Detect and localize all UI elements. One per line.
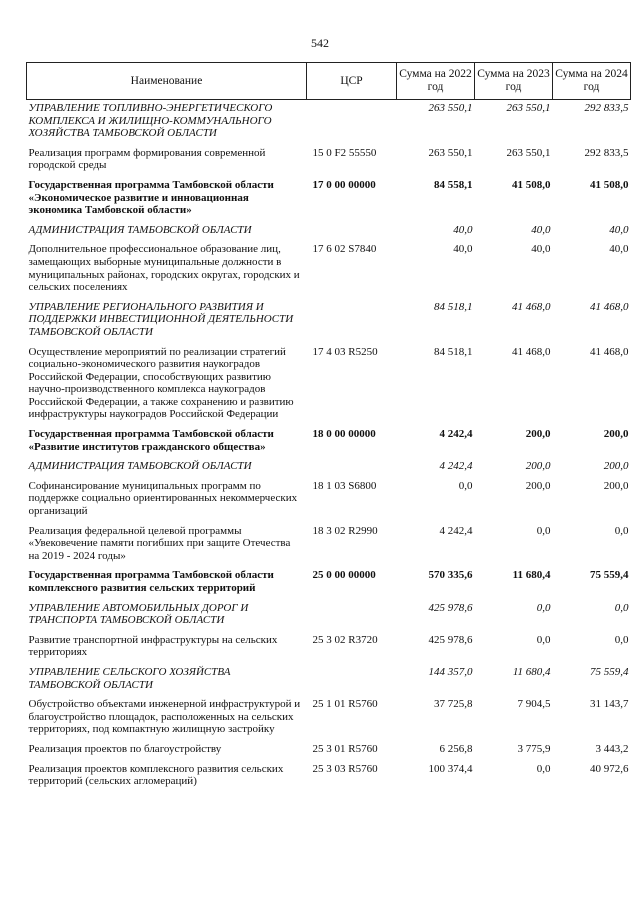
row-csr: 18 0 00 00000 xyxy=(312,428,376,441)
row-csr: 18 3 02 R2990 xyxy=(312,524,378,537)
row-csr xyxy=(307,460,397,480)
table-row xyxy=(27,428,631,460)
row-sum-2022: 425 978,6 xyxy=(428,601,473,614)
table-row xyxy=(27,666,631,698)
row-name: УПРАВЛЕНИЕ АВТОМОБИЛЬНЫХ ДОРОГ И ТРАНСПОРТА ТАМБОВСКОЙ ОБЛАСТИ xyxy=(28,601,249,627)
row-sum-2022: 263 550,1 xyxy=(428,102,473,114)
row-sum-2022: 425 978,6 xyxy=(428,633,473,646)
row-sum-2022: 4 242,4 xyxy=(439,428,473,441)
row-sum-2022: 84 518,1 xyxy=(434,300,473,313)
row-sum-2022: 4 242,4 xyxy=(439,524,473,537)
row-name: Государственная программа Тамбовской области «Экономическое развитие и инновационная экономика Тамбовской области» xyxy=(28,178,274,217)
table-row xyxy=(27,147,631,179)
table-row xyxy=(27,634,631,666)
row-sum-2024: 0,0 xyxy=(614,524,629,537)
header-sum-2023: Сумма на 2023 год xyxy=(475,63,553,100)
page-number: 542 xyxy=(311,36,329,50)
row-sum-2023: 200,0 xyxy=(525,479,551,492)
table-row xyxy=(27,460,631,480)
row-sum-2023: 3 775,9 xyxy=(517,742,551,755)
table-row xyxy=(27,346,631,429)
row-sum-2023: 200,0 xyxy=(525,428,551,441)
row-name: Софинансирование муниципальных программ по поддержке социально ориентированных некоммерческих организаций xyxy=(28,479,298,518)
row-csr xyxy=(307,224,397,244)
row-csr: 17 4 03 R5250 xyxy=(312,345,378,358)
table-row xyxy=(27,569,631,601)
row-sum-2024: 31 143,7 xyxy=(590,698,629,711)
row-sum-2024: 0,0 xyxy=(614,633,629,646)
header-sum-2024: Сумма на 2024 год xyxy=(553,63,631,100)
row-sum-2022: 40,0 xyxy=(453,223,473,236)
row-name: Государственная программа Тамбовской области «Развитие институтов гражданского общества» xyxy=(28,428,274,453)
header-sum-2022: Сумма на 2022 год xyxy=(397,63,475,100)
row-sum-2024: 200,0 xyxy=(603,479,629,492)
row-sum-2024: 75 559,4 xyxy=(590,569,629,582)
row-sum-2024: 75 559,4 xyxy=(590,665,629,678)
row-sum-2023: 41 468,0 xyxy=(512,345,551,358)
table-row xyxy=(27,224,631,244)
row-name: Развитие транспортной инфраструктуры на сельских территориях xyxy=(28,633,278,659)
row-sum-2023: 11 680,4 xyxy=(512,665,551,678)
row-name: Реализация программ формирования современной городской среды xyxy=(28,146,266,172)
table-row xyxy=(27,763,631,795)
row-sum-2024: 292 833,5 xyxy=(584,146,629,159)
table-row xyxy=(27,743,631,763)
row-csr: 25 3 02 R3720 xyxy=(312,633,378,646)
row-sum-2022: 37 725,8 xyxy=(434,698,473,711)
row-sum-2024: 0,0 xyxy=(614,601,629,614)
row-name: Реализация федеральной целевой программы «Увековечение памяти погибших при защите Отечества на 2019 - 2024 годы» xyxy=(28,524,291,562)
row-name: Реализация проектов по благоустройству xyxy=(28,742,222,755)
row-name: УПРАВЛЕНИЕ РЕГИОНАЛЬНОГО РАЗВИТИЯ И ПОДДЕРЖКИ ИНВЕСТИЦИОННОЙ ДЕЯТЕЛЬНОСТИ ТАМБОВСКОЙ ОБЛАСТИ xyxy=(28,300,294,338)
row-csr xyxy=(307,100,397,147)
row-sum-2022: 84 558,1 xyxy=(434,178,473,191)
row-name: Осуществление мероприятий по реализации стратегий социально-экономического развития наукоградов Российской Федерации, способствующих развитию научно-производственного комплекса наукоградов Российской Федерации, а также сохранению и развитию инфраструктуры наукоградов Российской Федерации xyxy=(28,345,294,421)
row-csr: 17 6 02 S7840 xyxy=(312,243,377,256)
row-sum-2023: 40,0 xyxy=(531,223,551,236)
row-sum-2023: 263 550,1 xyxy=(506,102,551,114)
row-csr: 25 3 01 R5760 xyxy=(312,742,378,755)
table-row xyxy=(27,179,631,224)
row-sum-2023: 41 468,0 xyxy=(512,300,551,313)
row-name: Реализация проектов комплексного развития сельских территорий (сельских агломераций) xyxy=(28,762,284,788)
row-csr: 15 0 F2 55550 xyxy=(312,146,377,159)
row-sum-2022: 4 242,4 xyxy=(439,460,473,473)
row-sum-2022: 570 335,6 xyxy=(428,569,473,582)
table-row xyxy=(27,301,631,346)
row-sum-2023: 0,0 xyxy=(536,601,551,614)
row-sum-2024: 3 443,2 xyxy=(595,742,629,755)
row-sum-2022: 263 550,1 xyxy=(428,146,473,159)
row-sum-2023: 0,0 xyxy=(536,524,551,537)
row-sum-2024: 200,0 xyxy=(603,460,629,473)
row-sum-2022: 144 357,0 xyxy=(428,665,473,678)
row-name: УПРАВЛЕНИЕ СЕЛЬСКОГО ХОЗЯЙСТВА ТАМБОВСКОЙ ОБЛАСТИ xyxy=(28,665,231,691)
row-sum-2024: 40 972,6 xyxy=(590,762,629,775)
row-sum-2022: 6 256,8 xyxy=(439,742,473,755)
row-sum-2023: 263 550,1 xyxy=(506,146,551,159)
table-row xyxy=(27,243,631,300)
row-sum-2023: 200,0 xyxy=(525,460,551,473)
row-csr: 18 1 03 S6800 xyxy=(312,479,377,492)
row-sum-2023: 0,0 xyxy=(536,762,551,775)
table-row xyxy=(27,480,631,525)
table-row xyxy=(27,602,631,634)
row-sum-2023: 0,0 xyxy=(536,633,551,646)
row-sum-2024: 41 468,0 xyxy=(590,300,629,313)
row-csr: 25 1 01 R5760 xyxy=(312,698,378,711)
row-csr: 17 0 00 00000 xyxy=(312,178,376,191)
row-sum-2023: 7 904,5 xyxy=(517,698,551,711)
header-csr: ЦСР xyxy=(307,63,397,100)
row-sum-2022: 40,0 xyxy=(453,243,473,256)
row-sum-2022: 100 374,4 xyxy=(428,762,473,775)
table-row xyxy=(27,525,631,570)
table-row xyxy=(27,698,631,743)
row-csr xyxy=(307,301,397,346)
table-header-row xyxy=(27,63,631,100)
row-csr xyxy=(307,666,397,698)
row-csr xyxy=(307,602,397,634)
row-sum-2023: 11 680,4 xyxy=(512,569,551,582)
row-name: АДМИНИСТРАЦИЯ ТАМБОВСКОЙ ОБЛАСТИ xyxy=(28,223,252,236)
row-sum-2024: 292 833,5 xyxy=(584,102,629,114)
row-name: УПРАВЛЕНИЕ ТОПЛИВНО-ЭНЕРГЕТИЧЕСКОГО КОМПЛЕКСА И ЖИЛИЩНО-КОММУНАЛЬНОГО ХОЗЯЙСТВА ТАМБОВСКОЙ ОБЛАСТИ xyxy=(28,102,273,140)
row-sum-2024: 200,0 xyxy=(603,428,629,441)
row-name: Дополнительное профессиональное образование лиц, замещающих выборные муниципальные должности в муниципальных районах, городских округах, городских и сельских поселениях xyxy=(28,243,300,294)
row-name: Государственная программа Тамбовской области комплексного развития сельских территорий xyxy=(28,569,274,594)
row-sum-2024: 40,0 xyxy=(609,243,629,256)
row-sum-2024: 41 508,0 xyxy=(590,178,629,191)
row-sum-2024: 41 468,0 xyxy=(590,345,629,358)
row-sum-2023: 40,0 xyxy=(531,243,551,256)
row-name: АДМИНИСТРАЦИЯ ТАМБОВСКОЙ ОБЛАСТИ xyxy=(28,460,252,473)
table-row xyxy=(27,100,631,147)
row-sum-2022: 0,0 xyxy=(458,479,473,492)
header-name: Наименование xyxy=(27,63,307,100)
row-sum-2022: 84 518,1 xyxy=(434,345,473,358)
row-sum-2024: 40,0 xyxy=(609,223,629,236)
row-csr: 25 0 00 00000 xyxy=(312,569,376,582)
row-sum-2023: 41 508,0 xyxy=(512,178,551,191)
row-name: Обустройство объектами инженерной инфраструктурой и благоустройство площадок, расположенных на сельских территориях, под компактную жилищную застройку xyxy=(28,698,301,736)
budget-table xyxy=(26,62,631,795)
row-csr: 25 3 03 R5760 xyxy=(312,762,378,775)
